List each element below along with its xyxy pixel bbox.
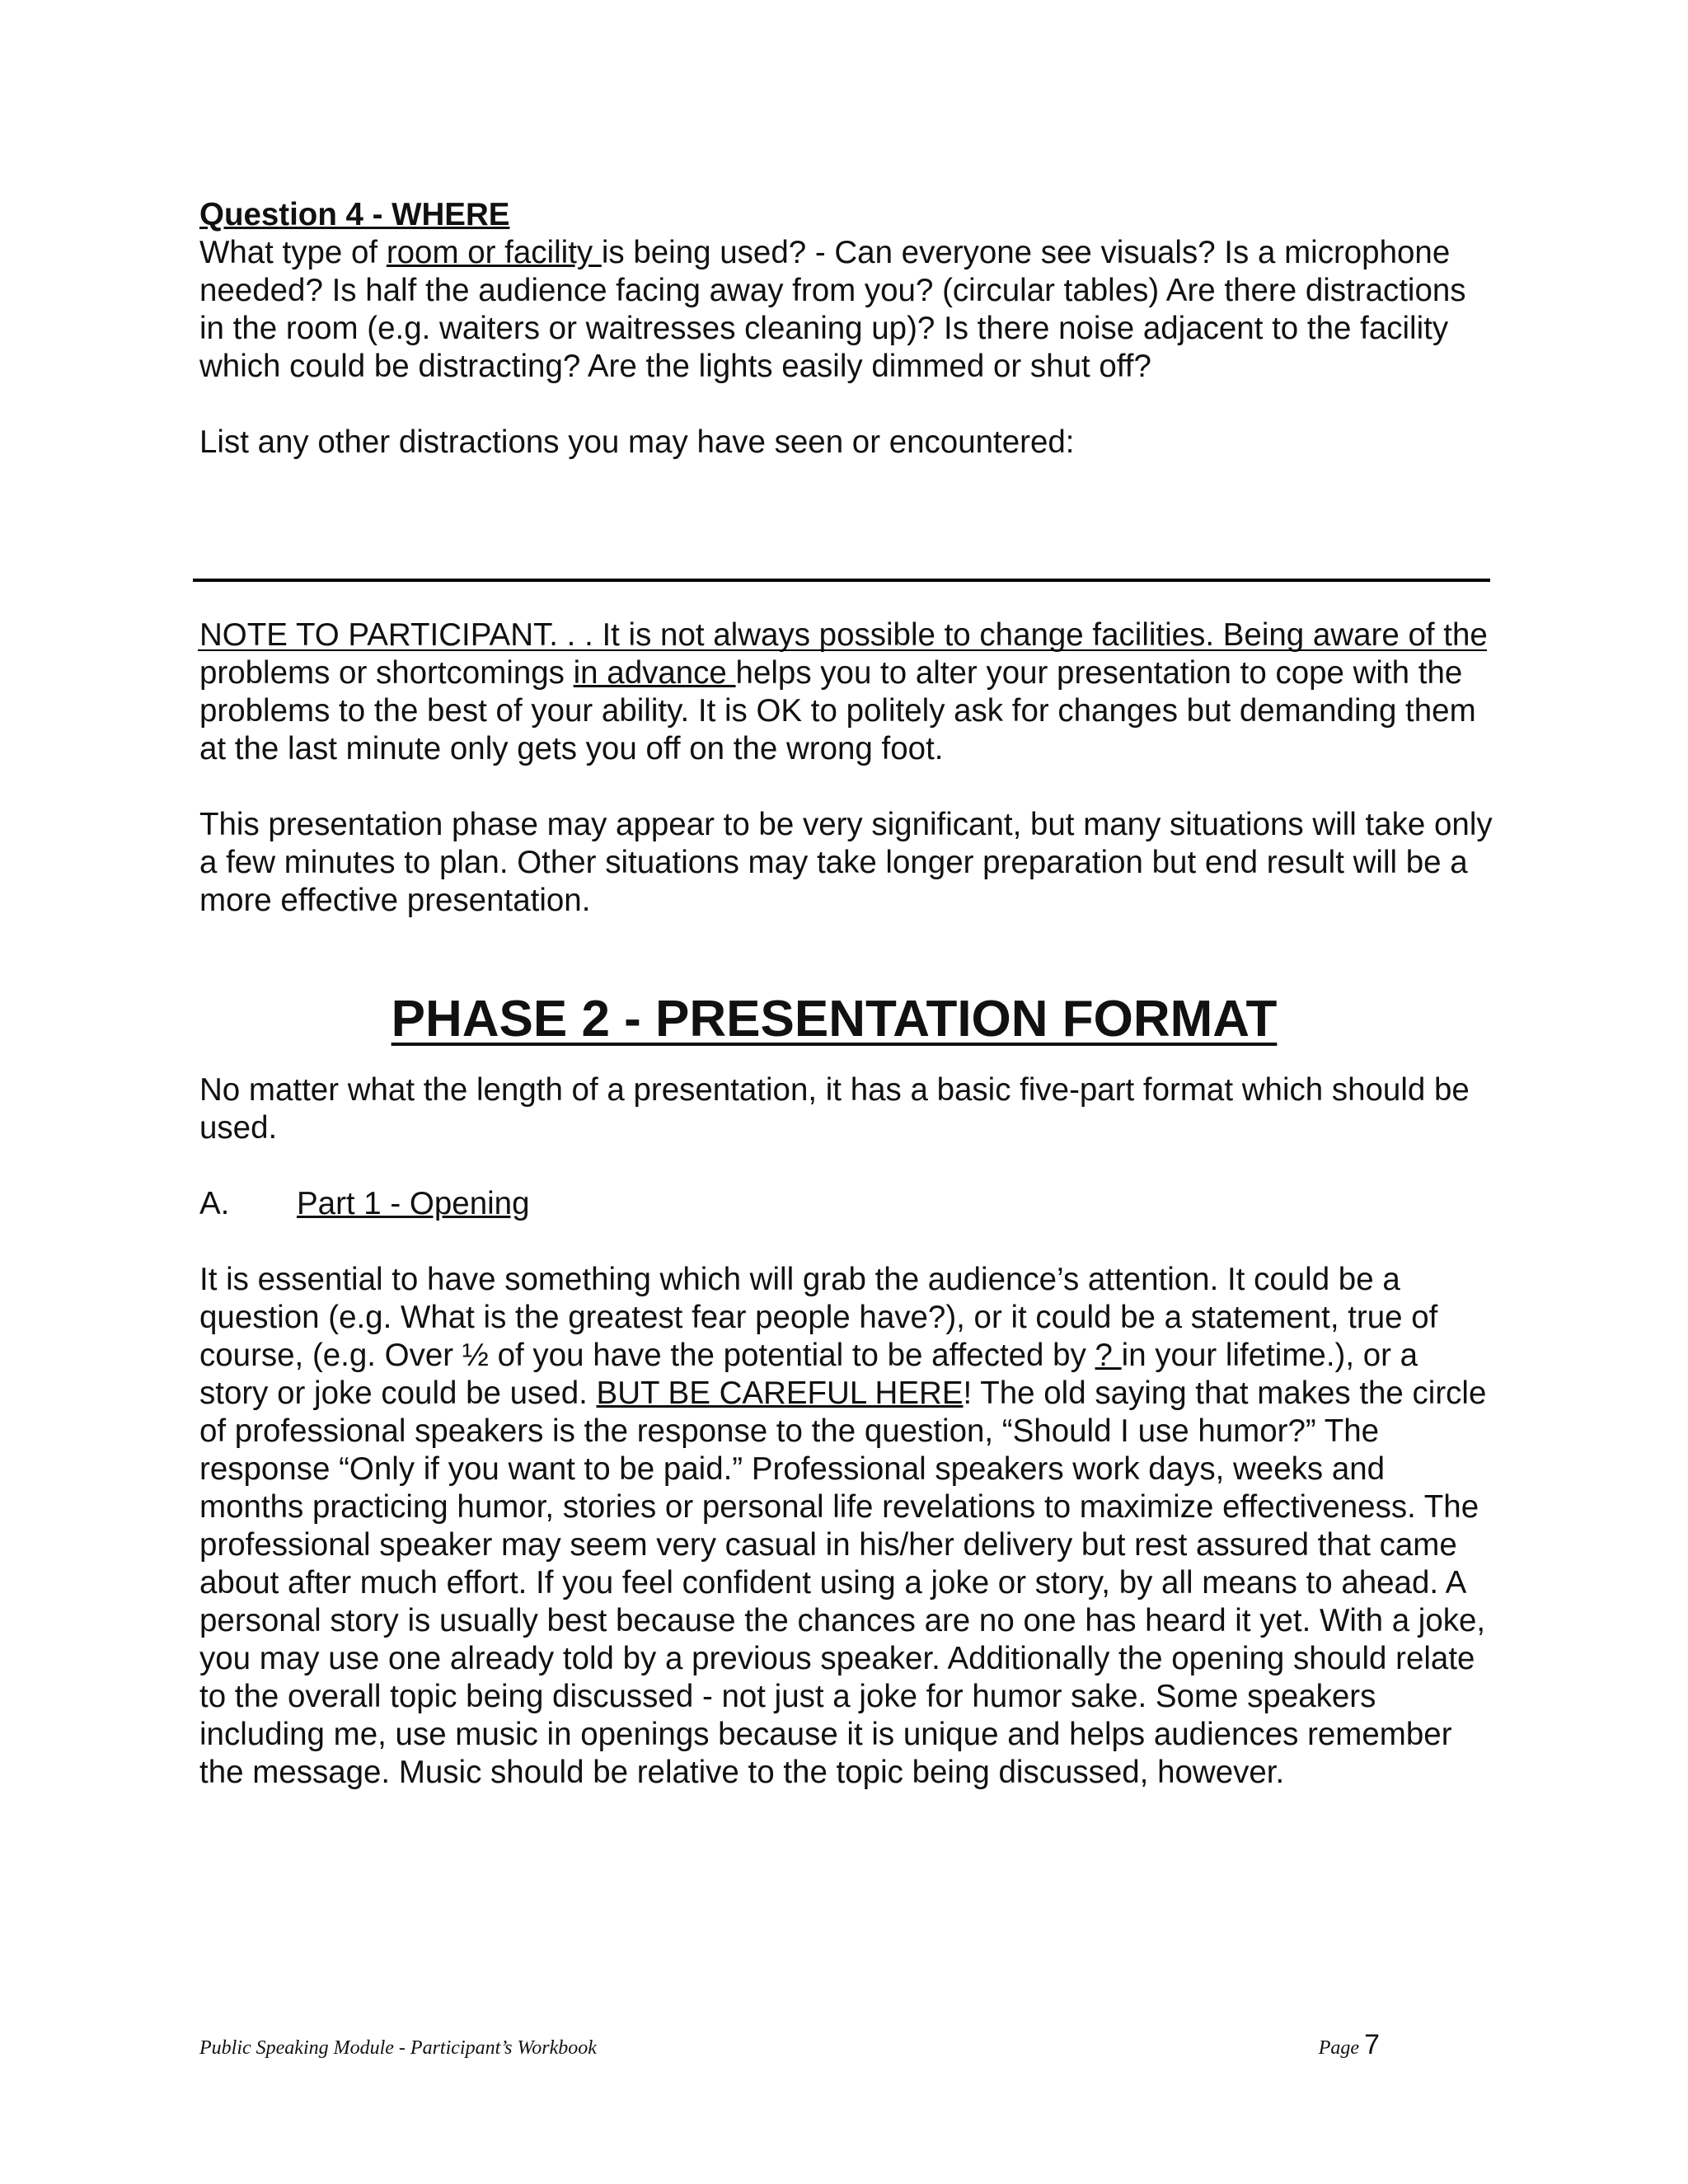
opening-text-part-2: in your lifetime.), or a story or joke could be used. <box>199 1338 1418 1411</box>
phase-2-title: PHASE 2 - PRESENTATION FORMAT <box>391 991 1278 1047</box>
opening-text-part-1: It is essential to have something which will grab the audience’s attention. It could be a question (e.g. What is the greatest fear people have?), or it could be a statement, true of course, (e.g. Over ½ of you have the potential to be affected by <box>199 1262 1438 1373</box>
but-be-careful-underlined: BUT BE CAREFUL HERE <box>596 1376 964 1411</box>
note-text-part-2: helps you to alter your presentation to cope with the problems to the best of your ability. It is OK to politely ask for changes but demanding them at the last minute only gets you off on the wrong foot. <box>199 655 1476 766</box>
phase-paragraph: This presentation phase may appear to be very significant, but many situations will take only a few minutes to plan. Other situations may take longer preparation but end result will be a more effective presentation. <box>199 807 1493 918</box>
fill-in-blank: ? <box>1095 1338 1122 1373</box>
page-label: Page <box>1318 2037 1365 2059</box>
note-text-part-1: NOTE TO PARTICIPANT. . . It is not always possible to change facilities. Being aware of the problems or shortcomings <box>199 617 1488 691</box>
answer-line-2 <box>198 649 1487 651</box>
q4-text-part-2: is being used? - Can everyone see visuals? Is a microphone needed? Is half the audience facing away from you? (circular tables) Are there distractions in the room (e.g. waiters or waitresses cleaning up)? Is there noise adjacent to the facility which could be distracting? Are the lights easily dimmed or shut off? <box>199 235 1466 384</box>
question-4-heading: Question 4 - WHERE <box>199 197 510 232</box>
page-number: 7 <box>1364 2029 1380 2060</box>
answer-line-1 <box>193 579 1490 582</box>
section-a-heading <box>199 1185 1493 1223</box>
page-content <box>199 196 1493 1792</box>
q4-text-part-1: What type of <box>199 235 387 270</box>
phase-title-block <box>199 958 1493 1071</box>
page-footer <box>199 2029 1380 2061</box>
distractions-list-prompt: List any other distractions you may have seen or encountered: <box>199 424 1075 460</box>
section-a-title: Part 1 - Opening <box>297 1186 530 1221</box>
opening-paragraph <box>199 1261 1493 1792</box>
phase-2-intro: No matter what the length of a presentation, it has a basic five-part format which should be used. <box>199 1072 1470 1146</box>
answer-lines-space <box>199 462 1493 616</box>
opening-text-part-3: ! The old saying that makes the circle of professional speakers is the response to the question, “Should I use humor?” The response “Only if you want to be paid.” Professional speakers work days, weeks and months practicing humor, stories or personal life revelations to maximize effectiveness. The professional speaker may seem very casual in his/her delivery but rest assured that came about after much effort. If you feel confident using a joke or story, by all means to ahead. A personal story is usually best because the chances are no one has heard it yet. With a joke, you may use one already told by a previous speaker. Additionally the opening should relate to the overall topic being discussed - not just a joke for humor sake. Some speakers including me, use music in openings because it is unique and helps audiences remember the message. Music should be relative to the topic being discussed, however. <box>199 1376 1487 1790</box>
footer-title: Public Speaking Module - Participant’s Workbook <box>199 2037 597 2059</box>
note-to-participant <box>199 616 1493 768</box>
page-number-block <box>1319 2029 1380 2061</box>
room-or-facility-underlined: room or facility <box>386 235 602 270</box>
question-4-paragraph <box>199 234 1493 386</box>
section-a-letter: A. <box>199 1186 230 1221</box>
in-advance-underlined: in advance <box>573 655 736 691</box>
